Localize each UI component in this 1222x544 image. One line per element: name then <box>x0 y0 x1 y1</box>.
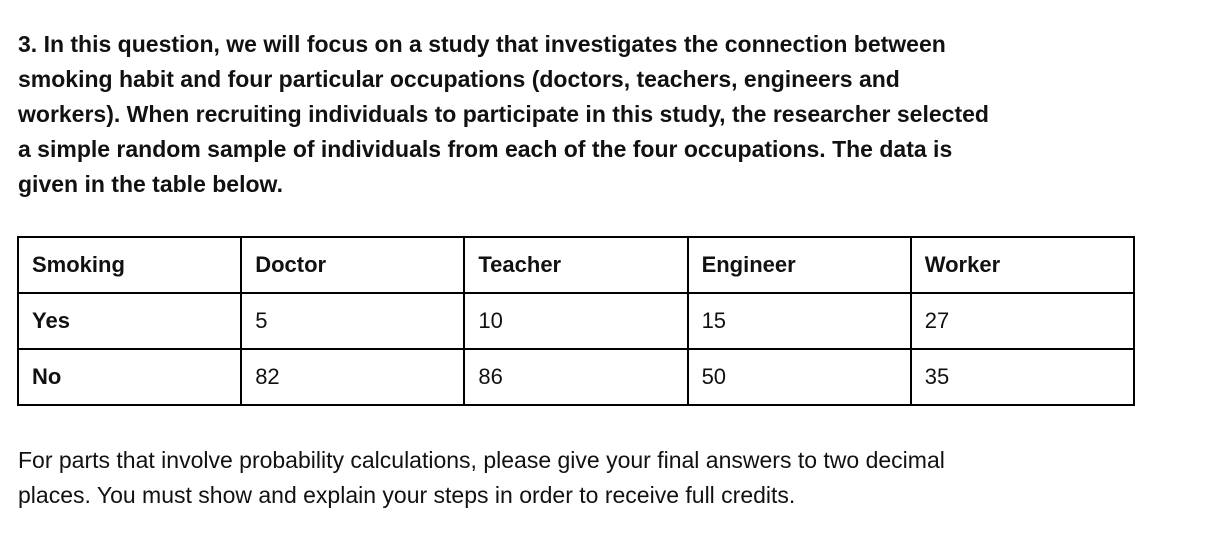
table-header-cell: Engineer <box>688 237 911 293</box>
row-label-cell: No <box>18 349 241 405</box>
table-cell: 10 <box>464 293 687 349</box>
table-cell: 86 <box>464 349 687 405</box>
question-line: smoking habit and four particular occupations (doctors, teachers, engineers and <box>18 66 900 92</box>
table-cell: 82 <box>241 349 464 405</box>
table-header-cell: Worker <box>911 237 1134 293</box>
table-cell: 15 <box>688 293 911 349</box>
instructions-text <box>18 443 1168 513</box>
table-cell: 35 <box>911 349 1134 405</box>
table-header-cell: Smoking <box>18 237 241 293</box>
question-line: 3. In this question, we will focus on a study that investigates the connection between <box>18 31 946 57</box>
instructions-line: For parts that involve probability calculations, please give your final answers to two decimal <box>18 447 945 473</box>
data-table <box>17 236 1135 406</box>
question-text <box>18 27 1168 202</box>
table-cell: 27 <box>911 293 1134 349</box>
table-cell: 50 <box>688 349 911 405</box>
table-header-cell: Doctor <box>241 237 464 293</box>
question-line: a simple random sample of individuals from each of the four occupations. The data is <box>18 136 953 162</box>
question-line: given in the table below. <box>18 171 283 197</box>
table-header-cell: Teacher <box>464 237 687 293</box>
table-row <box>18 349 1134 405</box>
table-cell: 5 <box>241 293 464 349</box>
question-line: workers). When recruiting individuals to participate in this study, the researcher selected <box>18 101 989 127</box>
table-row <box>18 293 1134 349</box>
instructions-line: places. You must show and explain your steps in order to receive full credits. <box>18 482 796 508</box>
table-header-row <box>18 237 1134 293</box>
row-label-cell: Yes <box>18 293 241 349</box>
